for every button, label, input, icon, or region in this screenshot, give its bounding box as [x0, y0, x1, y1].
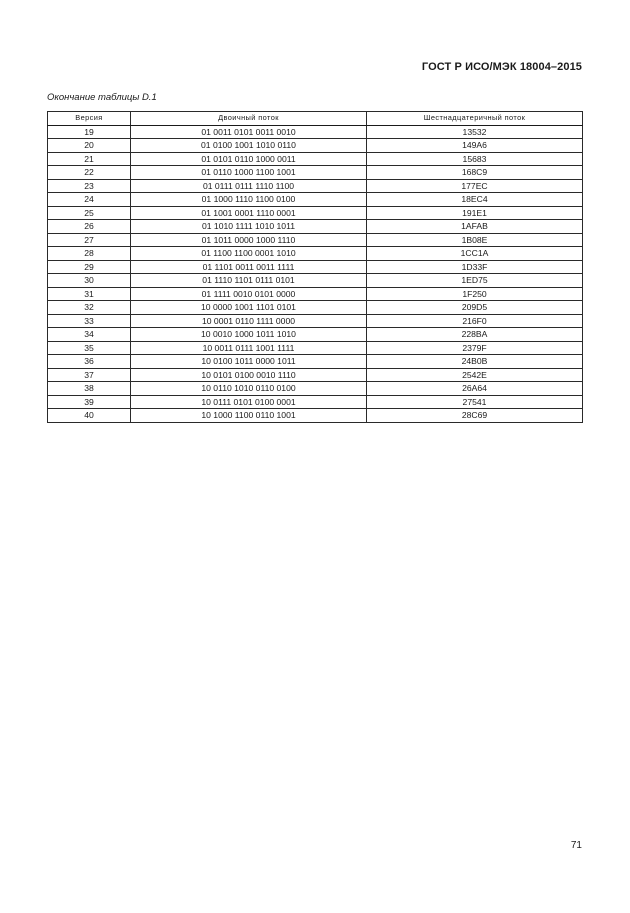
cell-binary-stream: 10 0101 0100 0010 1110 — [131, 368, 367, 382]
cell-version: 27 — [48, 233, 131, 247]
cell-hex-stream: 2542E — [367, 368, 583, 382]
cell-binary-stream: 01 1100 1100 0001 1010 — [131, 247, 367, 261]
cell-binary-stream: 10 0010 1000 1011 1010 — [131, 328, 367, 342]
table-row — [48, 341, 583, 355]
cell-binary-stream: 10 0100 1011 0000 1011 — [131, 355, 367, 369]
cell-version: 38 — [48, 382, 131, 396]
cell-version: 34 — [48, 328, 131, 342]
table-row — [48, 139, 583, 153]
cell-binary-stream: 01 0110 1000 1100 1001 — [131, 166, 367, 180]
table-caption: Окончание таблицы D.1 — [47, 92, 157, 103]
cell-version: 24 — [48, 193, 131, 207]
cell-hex-stream: 209D5 — [367, 301, 583, 315]
cell-hex-stream: 191E1 — [367, 206, 583, 220]
table-row — [48, 328, 583, 342]
cell-binary-stream: 01 0111 0111 1110 1100 — [131, 179, 367, 193]
table-row — [48, 301, 583, 315]
table-row — [48, 166, 583, 180]
cell-version: 37 — [48, 368, 131, 382]
cell-binary-stream: 01 1001 0001 1110 0001 — [131, 206, 367, 220]
cell-binary-stream: 10 0110 1010 0110 0100 — [131, 382, 367, 396]
cell-version: 35 — [48, 341, 131, 355]
cell-binary-stream: 01 0101 0110 1000 0011 — [131, 152, 367, 166]
cell-version: 40 — [48, 409, 131, 423]
column-header-binary-stream: Двоичный поток — [131, 112, 367, 126]
cell-hex-stream: 18EC4 — [367, 193, 583, 207]
table-row — [48, 409, 583, 423]
cell-version: 29 — [48, 260, 131, 274]
cell-hex-stream: 1AFAB — [367, 220, 583, 234]
cell-binary-stream: 10 0001 0110 1111 0000 — [131, 314, 367, 328]
cell-hex-stream: 28C69 — [367, 409, 583, 423]
cell-binary-stream: 01 1000 1110 1100 0100 — [131, 193, 367, 207]
table-header-row — [48, 112, 583, 126]
cell-version: 36 — [48, 355, 131, 369]
cell-binary-stream: 10 0011 0111 1001 1111 — [131, 341, 367, 355]
table-row — [48, 274, 583, 288]
table-row — [48, 355, 583, 369]
cell-binary-stream: 01 1011 0000 1000 1110 — [131, 233, 367, 247]
cell-binary-stream: 01 1010 1111 1010 1011 — [131, 220, 367, 234]
cell-binary-stream: 10 0111 0101 0100 0001 — [131, 395, 367, 409]
cell-hex-stream: 216F0 — [367, 314, 583, 328]
table-row — [48, 260, 583, 274]
table-row — [48, 368, 583, 382]
cell-hex-stream: 1CC1A — [367, 247, 583, 261]
table-body — [48, 125, 583, 422]
cell-binary-stream: 10 0000 1001 1101 0101 — [131, 301, 367, 315]
cell-version: 25 — [48, 206, 131, 220]
cell-hex-stream: 2379F — [367, 341, 583, 355]
cell-hex-stream: 26A64 — [367, 382, 583, 396]
table-row — [48, 220, 583, 234]
table-row — [48, 125, 583, 139]
cell-hex-stream: 13532 — [367, 125, 583, 139]
table-row — [48, 152, 583, 166]
cell-hex-stream: 1B08E — [367, 233, 583, 247]
cell-version: 19 — [48, 125, 131, 139]
cell-binary-stream: 01 1111 0010 0101 0000 — [131, 287, 367, 301]
cell-binary-stream: 10 1000 1100 0110 1001 — [131, 409, 367, 423]
cell-hex-stream: 177EC — [367, 179, 583, 193]
cell-version: 33 — [48, 314, 131, 328]
table-row — [48, 395, 583, 409]
table-header — [48, 112, 583, 126]
cell-hex-stream: 149A6 — [367, 139, 583, 153]
table-row — [48, 314, 583, 328]
cell-version: 32 — [48, 301, 131, 315]
cell-version: 31 — [48, 287, 131, 301]
cell-version: 26 — [48, 220, 131, 234]
table-row — [48, 382, 583, 396]
cell-hex-stream: 1D33F — [367, 260, 583, 274]
table-row — [48, 179, 583, 193]
table-row — [48, 206, 583, 220]
column-header-version: Версия — [48, 112, 131, 126]
column-header-hex-stream: Шестнадцатеричный поток — [367, 112, 583, 126]
version-stream-table — [47, 111, 583, 423]
cell-binary-stream: 01 1101 0011 0011 1111 — [131, 260, 367, 274]
cell-hex-stream: 27541 — [367, 395, 583, 409]
cell-version: 21 — [48, 152, 131, 166]
page-number: 71 — [570, 840, 582, 851]
cell-hex-stream: 1ED75 — [367, 274, 583, 288]
cell-version: 39 — [48, 395, 131, 409]
cell-hex-stream: 228BA — [367, 328, 583, 342]
cell-binary-stream: 01 1110 1101 0111 0101 — [131, 274, 367, 288]
table-row — [48, 193, 583, 207]
cell-version: 30 — [48, 274, 131, 288]
cell-binary-stream: 01 0100 1001 1010 0110 — [131, 139, 367, 153]
cell-hex-stream: 15683 — [367, 152, 583, 166]
cell-hex-stream: 24B0B — [367, 355, 583, 369]
table-row — [48, 247, 583, 261]
cell-hex-stream: 168C9 — [367, 166, 583, 180]
cell-version: 22 — [48, 166, 131, 180]
table-row — [48, 287, 583, 301]
cell-version: 23 — [48, 179, 131, 193]
cell-version: 28 — [48, 247, 131, 261]
cell-version: 20 — [48, 139, 131, 153]
cell-hex-stream: 1F250 — [367, 287, 583, 301]
cell-binary-stream: 01 0011 0101 0011 0010 — [131, 125, 367, 139]
table-row — [48, 233, 583, 247]
standard-designation: ГОСТ Р ИСО/МЭК 18004–2015 — [421, 61, 582, 73]
